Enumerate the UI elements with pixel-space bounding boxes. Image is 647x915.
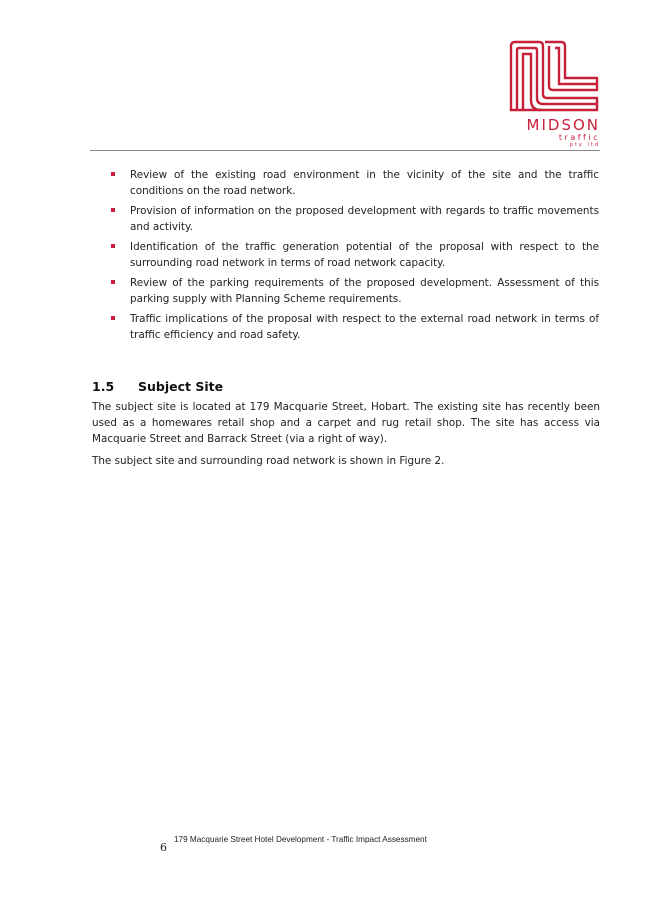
header-divider (90, 150, 600, 151)
bullet-square-icon (111, 208, 115, 212)
bullet-square-icon (111, 316, 115, 320)
section-heading (92, 379, 600, 394)
logo-suffix: pty ltd (569, 142, 600, 148)
list-item (109, 203, 599, 235)
footer-document-title: 179 Macquarie Street Hotel Development - Traffic Impact Assessment (174, 835, 427, 844)
bullet-text: Provision of information on the proposed development with regards to traffic movements and activity. (130, 205, 599, 233)
bullet-square-icon (111, 244, 115, 248)
list-item (109, 239, 599, 271)
midson-logo (505, 38, 600, 153)
paragraph: The subject site and surrounding road network is shown in Figure 2. (92, 455, 445, 467)
bullet-text: Identification of the traffic generation potential of the proposal with respect to the surrounding road network in terms of road network capacity. (130, 241, 599, 269)
bullet-square-icon (111, 280, 115, 284)
bullet-square-icon (111, 172, 115, 176)
logo-subtitle: traffic (558, 133, 600, 142)
logo-wordmark: MIDSON (526, 116, 600, 134)
page-number: 6 (160, 841, 167, 854)
bullet-text: Traffic implications of the proposal with respect to the external road network in terms of traffic efficiency and road safety. (130, 313, 599, 341)
subject-site-section (92, 379, 600, 475)
paragraph: The subject site is located at 179 Macquarie Street, Hobart. The existing site has recently been used as a homewares retail shop and a carpet and rug retail shop. The site has access via Macquarie Street and Barrack Street (via a right of way). (92, 401, 600, 445)
bullet-text: Review of the parking requirements of the proposed development. Assessment of this parking supply with Planning Scheme requirements. (130, 277, 599, 305)
list-item (109, 311, 599, 343)
scope-bullet-list (109, 167, 599, 347)
section-title: Subject Site (138, 379, 224, 394)
list-item (109, 275, 599, 307)
midson-logo-mark (505, 38, 600, 116)
bullet-text: Review of the existing road environment in the vicinity of the site and the traffic conditions on the road network. (130, 169, 599, 197)
section-number: 1.5 (92, 379, 115, 394)
list-item (109, 167, 599, 199)
